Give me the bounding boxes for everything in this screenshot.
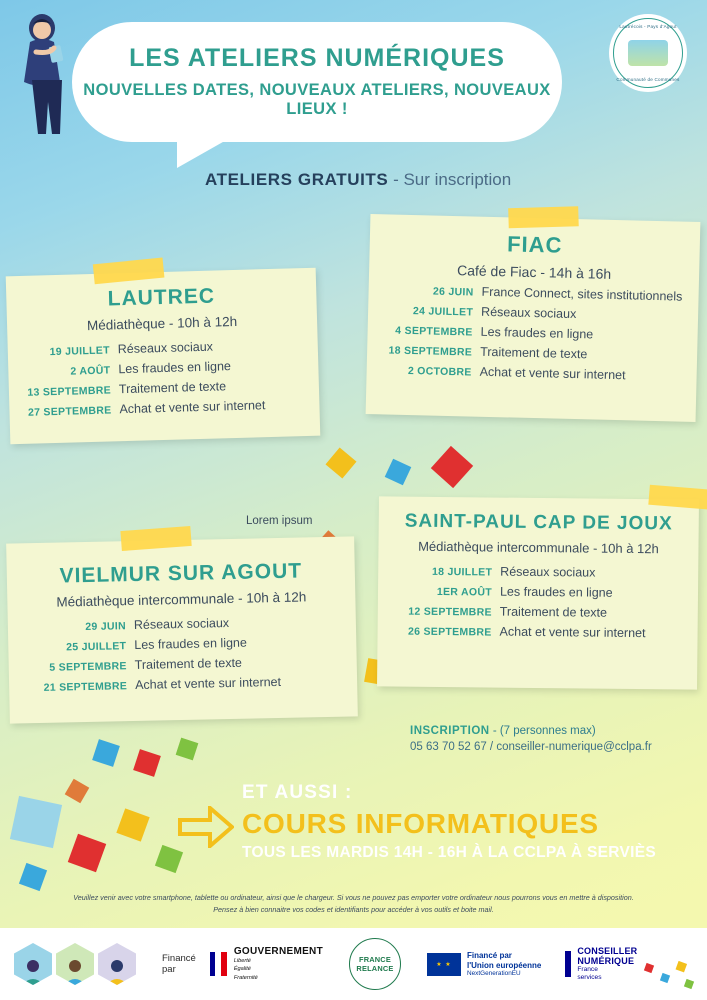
card-row xyxy=(402,624,698,641)
finance-line2: par xyxy=(162,964,176,975)
tape-decor xyxy=(93,258,165,285)
row-topic: Les fraudes en ligne xyxy=(118,359,232,377)
conseiller-numerique-logo xyxy=(565,946,637,983)
row-topic: Traitement de texte xyxy=(499,604,608,620)
gouvernement-label: GOUVERNEMENT xyxy=(233,945,323,957)
row-topic: France Connect, sites institutionnels xyxy=(481,284,683,304)
inscription-label: INSCRIPTION xyxy=(410,725,490,737)
card-row xyxy=(378,282,698,304)
card-city: FIAC xyxy=(506,231,563,258)
decor-square xyxy=(65,779,90,804)
finance-label xyxy=(162,953,196,976)
card-row xyxy=(27,653,357,674)
row-date: 21 SEPTEMBRE xyxy=(43,680,128,694)
logo-bar xyxy=(565,951,571,977)
card-row xyxy=(378,322,698,344)
row-date: 19 JUILLET xyxy=(49,344,110,359)
row-topic: Les fraudes en ligne xyxy=(480,324,594,342)
row-date: 24 JUILLET xyxy=(412,305,474,319)
illustration-person xyxy=(6,6,76,156)
tape-decor xyxy=(120,526,191,551)
card-row xyxy=(377,342,697,364)
card-place: Médiathèque intercommunale - 10h à 12h xyxy=(56,589,307,610)
row-date: 13 SEPTEMBRE xyxy=(27,384,112,399)
card-city: SAINT-PAUL CAP DE JOUX xyxy=(404,510,673,535)
row-date: 26 JUIN xyxy=(432,285,474,299)
inscription-contact[interactable]: 05 63 70 52 67 / conseiller-numerique@cclpa.fr xyxy=(410,741,652,753)
row-topic: Les fraudes en ligne xyxy=(499,584,613,600)
decor-square xyxy=(92,739,120,767)
row-date: 18 SEPTEMBRE xyxy=(388,344,473,359)
tape-decor xyxy=(508,206,579,228)
card-row xyxy=(23,377,319,399)
card-rows xyxy=(8,613,357,694)
footer-logos xyxy=(0,928,707,1000)
decor-square xyxy=(326,448,357,479)
row-topic: Achat et vente sur internet xyxy=(134,674,282,692)
workshop-card-fiac xyxy=(366,214,701,422)
eu-line2: l'Union européenne xyxy=(466,960,542,970)
row-topic: Traitement de texte xyxy=(134,655,243,672)
card-rows xyxy=(8,337,320,420)
decor-square xyxy=(431,446,473,488)
france-relance-line2: RELANCE xyxy=(356,964,394,973)
card-city: VIELMUR SUR AGOUT xyxy=(59,559,303,588)
workshop-card-lautrec xyxy=(6,268,321,445)
row-topic: Réseaux sociaux xyxy=(117,339,214,357)
subtitle-strong: ATELIERS GRATUITS xyxy=(205,170,389,189)
card-row xyxy=(378,302,698,324)
avatar xyxy=(98,943,136,985)
row-date: 26 SEPTEMBRE xyxy=(407,625,492,639)
headline-line1: LES ATELIERS NUMÉRIQUES xyxy=(129,44,505,73)
row-date: 18 JUILLET xyxy=(431,565,493,579)
decor-square xyxy=(385,459,412,486)
cn-line4: services xyxy=(577,974,602,982)
devise-1: Liberté xyxy=(233,957,251,964)
notes-block xyxy=(0,892,707,915)
et-aussi-block xyxy=(242,782,692,862)
subtitle-rest: - Sur inscription xyxy=(388,170,512,189)
row-date: 1ER AOÛT xyxy=(436,585,493,599)
avatar xyxy=(56,943,94,985)
row-topic: Achat et vente sur internet xyxy=(119,398,266,417)
card-row xyxy=(23,397,319,419)
row-date: 27 SEPTEMBRE xyxy=(27,404,112,419)
tape-decor xyxy=(648,485,707,511)
note-line-1: Veuillez venir avec votre smartphone, tablette ou ordinateur, ainsi que le chargeur. Si vous ne pouvez pas emporter votre ordinateur nous pourrons vous en mettre à disposition. xyxy=(73,893,634,902)
france-relance-logo xyxy=(349,938,401,990)
inscription-line xyxy=(410,725,652,737)
workshop-card-vielmur xyxy=(6,536,358,723)
card-row xyxy=(26,633,356,654)
decor-square xyxy=(10,796,62,848)
card-row xyxy=(22,357,318,379)
cn-line1: CONSEILLER xyxy=(577,945,638,956)
card-row xyxy=(402,604,698,621)
card-row xyxy=(22,337,318,359)
arrow-right-icon xyxy=(178,806,234,848)
row-topic: Réseaux sociaux xyxy=(500,564,596,580)
decor-dots xyxy=(641,956,701,996)
card-row xyxy=(27,673,357,694)
community-logo xyxy=(609,14,687,92)
subtitle xyxy=(205,170,511,190)
row-topic: Achat et vente sur internet xyxy=(499,624,646,641)
row-date: 5 SEPTEMBRE xyxy=(49,660,127,674)
finance-line1: Financé xyxy=(162,952,196,964)
card-place: Médiathèque - 10h à 12h xyxy=(86,313,238,334)
card-rows xyxy=(367,282,699,384)
avatar-hexes xyxy=(14,943,140,985)
france-relance-line1: FRANCE xyxy=(358,955,391,964)
row-date: 29 JUIN xyxy=(85,620,127,634)
gouvernement-logo xyxy=(210,946,323,982)
row-date: 12 SEPTEMBRE xyxy=(408,605,492,619)
row-date: 2 AOÛT xyxy=(70,364,111,378)
row-date: 2 OCTOBRE xyxy=(407,364,472,379)
card-place: Café de Fiac - 14h à 16h xyxy=(456,262,612,282)
decor-square xyxy=(176,738,199,761)
row-topic: Réseaux sociaux xyxy=(480,304,577,322)
row-date: 25 JUILLET xyxy=(66,640,127,654)
eu-flag-icon xyxy=(427,953,461,976)
avatar xyxy=(14,943,52,985)
card-place: Médiathèque intercommunale - 10h à 12h xyxy=(418,538,659,557)
decor-square xyxy=(155,845,183,873)
cn-line2: NUMÉRIQUE xyxy=(577,956,635,967)
eu-line1: Financé par xyxy=(466,950,512,960)
row-topic: Réseaux sociaux xyxy=(133,616,230,633)
row-topic: Traitement de texte xyxy=(118,379,227,397)
inscription-max: - (7 personnes max) xyxy=(489,725,596,737)
row-topic: Les fraudes en ligne xyxy=(134,635,248,653)
row-topic: Traitement de texte xyxy=(479,344,588,362)
et-aussi-heading: ET AUSSI : xyxy=(242,782,353,803)
logo-bottom-text: Communauté de Communes xyxy=(616,77,680,82)
french-flag-icon xyxy=(210,952,227,976)
decor-square xyxy=(19,863,47,891)
cn-line3: France xyxy=(577,966,598,974)
decor-square xyxy=(68,834,106,872)
note-line-2: Pensez à bien connaitre vos codes et identifiants pour accéder à vos outils et boite mail. xyxy=(213,904,494,914)
row-topic: Achat et vente sur internet xyxy=(479,364,626,383)
card-row xyxy=(26,613,356,634)
card-row xyxy=(377,362,697,384)
et-aussi-schedule: TOUS LES MARDIS 14H - 16H À LA CCLPA À SERVIÈS xyxy=(242,844,656,861)
card-row xyxy=(402,584,698,601)
card-row xyxy=(402,564,698,581)
devise-3: Fraternité xyxy=(233,974,258,981)
inscription-block xyxy=(410,725,652,753)
card-city: LAUTREC xyxy=(107,284,216,311)
decor-square xyxy=(116,808,149,841)
headline-line2: NOUVELLES DATES, NOUVEAUX ATELIERS, NOUVEAUX LIEUX ! xyxy=(83,80,551,118)
card-rows xyxy=(378,563,699,640)
eu-line3: NextGenerationEU xyxy=(466,970,521,978)
eu-logo xyxy=(427,951,541,977)
workshop-card-saint-paul-cap-de-joux xyxy=(377,496,699,689)
lorem-text: Lorem ipsum xyxy=(246,515,313,527)
decor-square xyxy=(133,749,161,777)
et-aussi-title: COURS INFORMATIQUES xyxy=(242,808,599,839)
devise-2: Égalité xyxy=(233,966,251,973)
row-date: 4 SEPTEMBRE xyxy=(395,324,473,339)
headline-bubble xyxy=(72,22,562,142)
logo-top-text: Lautrécois - Pays d'Agout xyxy=(619,24,677,29)
